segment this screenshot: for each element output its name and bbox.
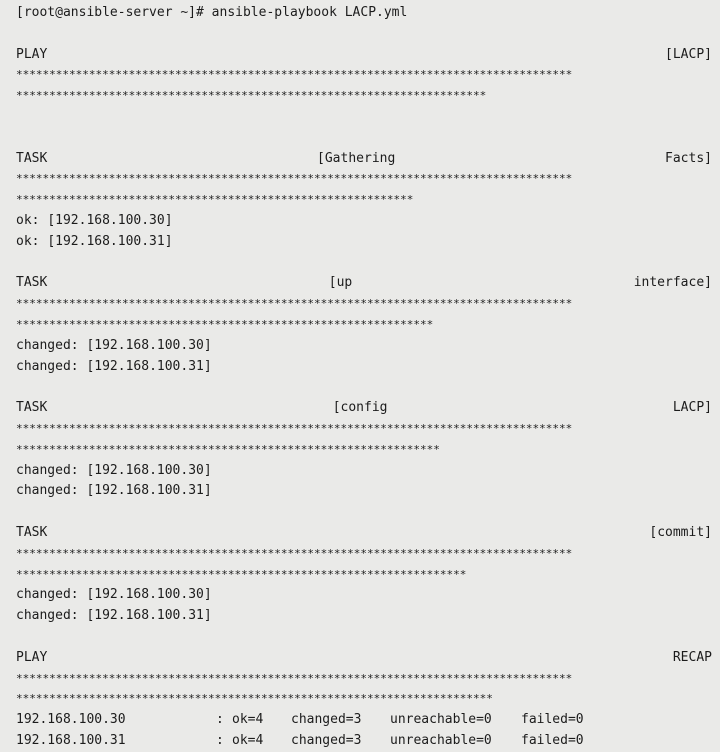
result-host: [192.168.100.30] [47,212,173,228]
recap-ok: ok=4 [232,732,264,748]
result-host: [192.168.100.30] [86,587,212,603]
task-result [16,606,712,627]
blank-line [16,253,712,274]
result-status: changed: [16,608,79,624]
recap-changed: changed=3 [291,732,362,748]
blank-line [16,128,712,149]
task-word: interface] [633,275,712,291]
blank-line [16,377,712,398]
task-result [16,232,712,253]
task-stars-line-2: *************************************************************** [16,317,434,331]
task-label: TASK [16,524,48,540]
task-result [16,336,712,357]
task-header-commit [16,523,712,544]
task-word: [commit] [649,524,712,540]
recap-header [16,648,712,669]
result-status: changed: [16,358,79,374]
play-name: [LACP] [665,46,712,62]
recap-stars-line-2: ************************************************************************ [16,692,493,706]
recap-changed: changed=3 [291,712,362,728]
blank-line [16,627,712,648]
task-stars-line-1: ************************************************************************************ [16,421,573,435]
task-header-config-lacp [16,398,712,419]
play-stars-line-2: *********************************************************************** [16,89,487,103]
recap-host: 192.168.100.30 [16,712,126,728]
blank-line [16,502,712,523]
recap-separator: : [216,732,224,748]
result-status: changed: [16,462,79,478]
result-host: [192.168.100.31] [47,233,173,249]
task-result [16,461,712,482]
recap-separator: : [216,712,224,728]
blank-line [16,107,712,128]
shell-prompt: [root@ansible-server ~]# [16,5,212,20]
result-host: [192.168.100.30] [86,337,212,353]
recap-stars-line-1: ************************************************************************************ [16,671,573,685]
task-word: [up [328,275,353,291]
recap-label: PLAY [16,649,48,665]
result-status: changed: [16,483,79,499]
task-stars-line-2: ******************************************************************** [16,567,467,581]
command-text: ansible-playbook LACP.yml [211,5,408,20]
task-word: Facts] [665,150,712,166]
recap-ok: ok=4 [232,712,264,728]
task-header-up-interface [16,273,712,294]
task-result [16,585,712,606]
result-host: [192.168.100.31] [86,358,212,374]
play-stars-line-1: ************************************************************************************ [16,68,573,82]
result-status: ok: [16,233,40,249]
task-stars-line-1: ************************************************************************************ [16,297,573,311]
recap-row [16,731,712,752]
task-label: TASK [16,400,48,416]
recap-unreachable: unreachable=0 [390,732,492,748]
task-result [16,211,712,232]
recap-failed: failed=0 [521,732,584,748]
task-stars-line-2: **************************************************************** [16,442,440,456]
recap-failed: failed=0 [521,712,584,728]
task-header-gathering-facts [16,149,712,170]
task-result [16,357,712,378]
task-word: LACP] [672,400,712,416]
task-stars-line-1: ************************************************************************************ [16,546,573,560]
task-result [16,481,712,502]
task-stars-line-2: ************************************************************ [16,193,414,207]
play-label: PLAY [16,46,48,62]
command-line [16,3,712,24]
task-label: TASK [16,275,48,291]
task-label: TASK [16,150,48,166]
result-host: [192.168.100.31] [86,608,212,624]
task-word: [Gathering [317,150,396,166]
recap-title: RECAP [672,649,712,665]
result-status: ok: [16,212,40,228]
blank-line [16,24,712,45]
recap-unreachable: unreachable=0 [390,712,492,728]
result-host: [192.168.100.31] [86,483,212,499]
result-host: [192.168.100.30] [86,462,212,478]
result-status: changed: [16,587,79,603]
result-status: changed: [16,337,79,353]
recap-host: 192.168.100.31 [16,732,126,748]
task-word: [config [332,400,388,416]
task-stars-line-1: ************************************************************************************ [16,172,573,186]
play-header [16,45,712,66]
